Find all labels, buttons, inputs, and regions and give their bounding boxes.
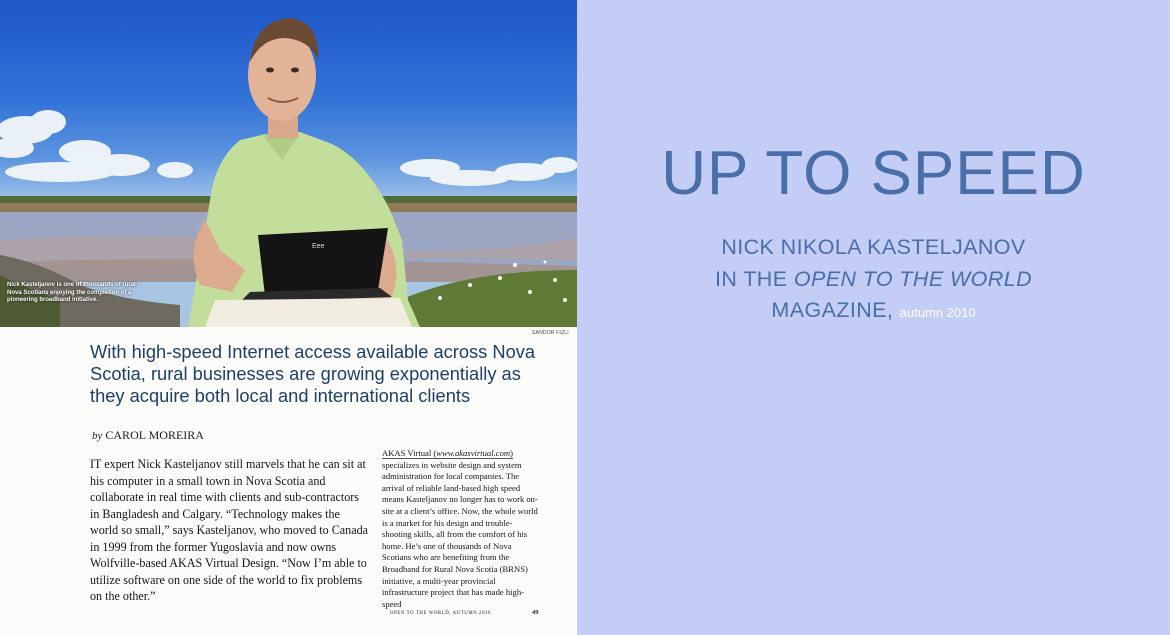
page-number: 49 bbox=[532, 609, 539, 616]
magazine-page bbox=[0, 0, 577, 635]
photo-scene bbox=[0, 0, 577, 327]
column-2-lead bbox=[382, 448, 513, 459]
article-photo bbox=[0, 0, 577, 327]
byline bbox=[92, 428, 204, 443]
title-panel bbox=[577, 0, 1170, 635]
column-2-body: specializes in website design and system administration for local companies. The arrival of reliable land-based high speed means Kasteljanov no longer has to work on-site at a client’s office. Now, the whole world is a market for his design and trouble-shooting skills, all from the comfort of his home. He’s one of thousands of Nova Scotians who are benefiting from the Broadband for Rural Nova Scotia (BRNS) initiative, a multi-year provincial infrastructure project that has made high-speed bbox=[382, 459, 538, 609]
subtitle-publication bbox=[577, 267, 1170, 292]
subtitle-prefix: IN THE bbox=[714, 267, 794, 291]
laptop-logo: Eee bbox=[312, 243, 325, 250]
issue-season: autumn 2010 bbox=[899, 305, 976, 320]
publication-name: OPEN TO THE WORLD bbox=[793, 267, 1032, 291]
article-column-1: IT expert Nick Kasteljanov still marvels that he can sit at his computer in a small town in Nova Scotia and collaborate in real time with clients and sub-contractors in Bangladesh and Calgary. “Technology makes the world so small,” says Kasteljanov, who moved to Canada in 1999 from the former Yugoslavia and now owns Wolfville-based AKAS Virtual Design. “Now I’m able to utilize software on one side of the world to fix problems on the other.” bbox=[90, 457, 368, 603]
subtitle-magazine: MAGAZINE, bbox=[771, 298, 894, 322]
company-url: www.akasvirtual.com bbox=[436, 448, 511, 458]
company-name: AKAS Virtual ( bbox=[382, 448, 437, 458]
byline-author: CAROL MOREIRA bbox=[105, 428, 204, 442]
article-headline: With high-speed Internet access available across Nova Scotia, rural businesses are growing exponentially as they acquire both local and international clients bbox=[90, 341, 536, 406]
article-column-2 bbox=[382, 448, 542, 610]
byline-prefix: by bbox=[92, 430, 103, 442]
subtitle-issue bbox=[577, 298, 1170, 323]
lead-close: ) bbox=[510, 448, 513, 458]
subtitle-name: NICK NIKOLA KASTELJANOV bbox=[721, 235, 1026, 259]
page-footer: OPEN TO THE WORLD, AUTUMN 2010 bbox=[390, 611, 492, 616]
photo-caption: Nick Kasteljanov is one of thousands of rural Nova Scotians enjoying the completion of a pioneering broadband initiative. bbox=[7, 282, 136, 304]
page-title: UP TO SPEED bbox=[661, 139, 1086, 208]
photo-credit: SANDOR FIZLI bbox=[532, 330, 569, 336]
